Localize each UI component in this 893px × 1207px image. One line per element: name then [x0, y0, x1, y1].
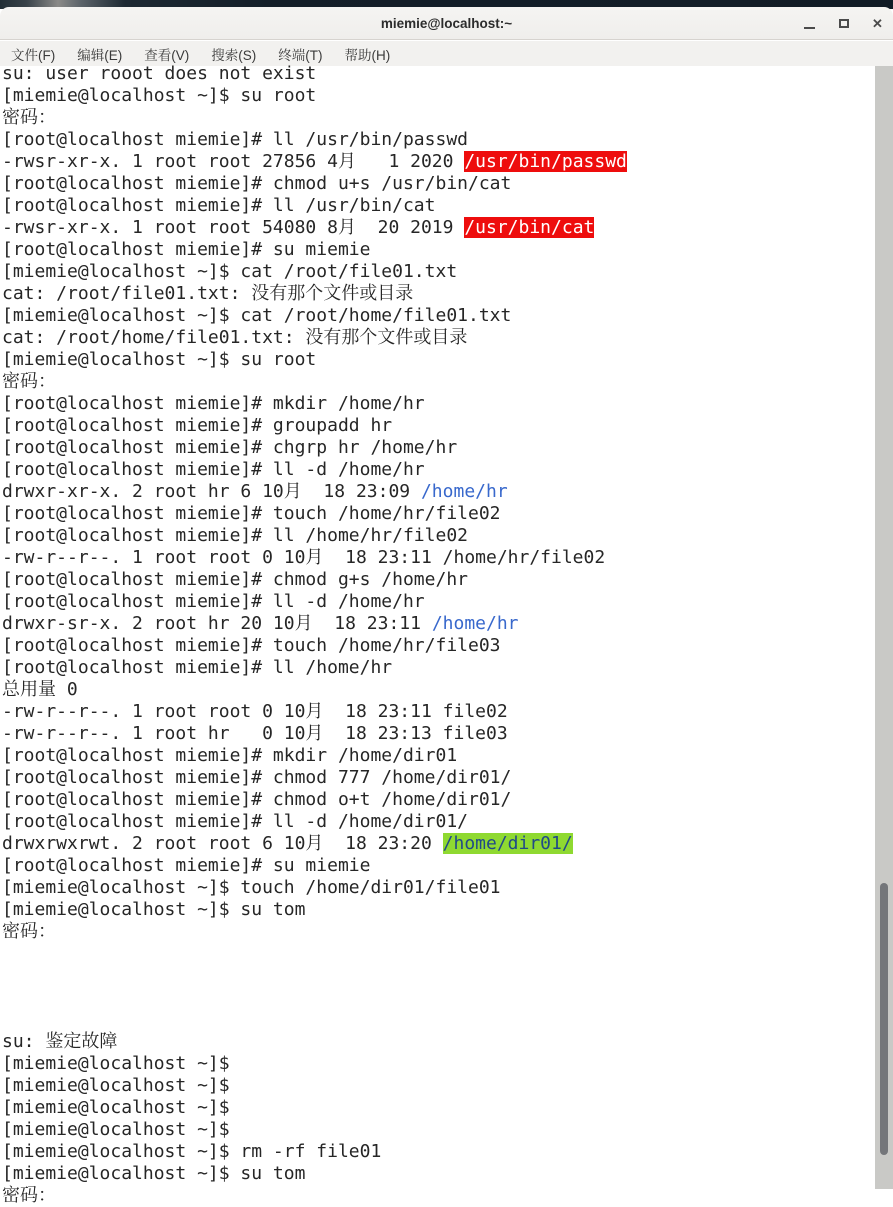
terminal-line	[2, 855, 893, 877]
sticky-dir-highlight: /home/dir01/	[442, 833, 573, 854]
terminal-text: [root@localhost miemie]# ll /home/hr/file02	[2, 525, 468, 546]
terminal-text: [root@localhost miemie]# ll /usr/bin/cat	[2, 195, 436, 216]
close-icon: ✕	[872, 16, 883, 31]
terminal-line	[2, 1031, 893, 1053]
terminal-text: [root@localhost miemie]# chmod o+t /home/dir01/	[2, 789, 512, 810]
terminal-text: [root@localhost miemie]# touch /home/hr/file02	[2, 503, 501, 524]
terminal-line	[2, 195, 893, 217]
terminal-text: 密码：	[2, 107, 56, 128]
minimize-icon	[804, 27, 815, 29]
terminal-line	[2, 547, 893, 569]
suid-highlight: /usr/bin/passwd	[464, 151, 627, 172]
terminal-line	[2, 481, 893, 503]
terminal-text: drwxr-xr-x. 2 root hr 6 10月 18 23:09	[2, 481, 421, 502]
terminal-text: 总用量 0	[2, 679, 78, 700]
terminal-scrollback	[0, 63, 893, 1207]
terminal-scrollbar-thumb[interactable]	[880, 883, 888, 1155]
terminal-line	[2, 635, 893, 657]
terminal-text: [miemie@localhost ~]$ rm -rf file01	[2, 1141, 382, 1162]
terminal-line	[2, 415, 893, 437]
terminal-line	[2, 349, 893, 371]
terminal-text: [miemie@localhost ~]$	[2, 1053, 241, 1074]
terminal-text: drwxr-sr-x. 2 root hr 20 10月 18 23:11	[2, 613, 432, 634]
terminal-text: [miemie@localhost ~]$ su tom	[2, 1163, 306, 1184]
terminal-line	[2, 1009, 893, 1031]
terminal-line	[2, 327, 893, 349]
terminal-line	[2, 1119, 893, 1141]
terminal-line	[2, 899, 893, 921]
terminal-text: [root@localhost miemie]# chmod u+s /usr/bin/cat	[2, 173, 512, 194]
terminal-text: [root@localhost miemie]# su miemie	[2, 239, 371, 260]
terminal-line	[2, 877, 893, 899]
terminal-text: [root@localhost miemie]# ll /usr/bin/passwd	[2, 129, 468, 150]
terminal-text: su: user rooot does not exist	[2, 63, 317, 84]
terminal-text: cat: /root/file01.txt: 没有那个文件或目录	[2, 283, 414, 304]
terminal-line	[2, 1163, 893, 1185]
menu-item-terminal[interactable]: 终端(T)	[278, 47, 323, 63]
terminal-line	[2, 503, 893, 525]
terminal-text: cat: /root/home/file01.txt: 没有那个文件或目录	[2, 327, 468, 348]
terminal-line	[2, 613, 893, 635]
terminal-text: [miemie@localhost ~]$ cat /root/file01.txt	[2, 261, 458, 282]
terminal-line	[2, 217, 893, 239]
terminal-text: -rw-r--r--. 1 root hr 0 10月 18 23:13 file03	[2, 723, 508, 744]
terminal-scrollbar-track[interactable]	[875, 66, 893, 1189]
terminal-line	[2, 107, 893, 129]
terminal-line	[2, 767, 893, 789]
terminal-line	[2, 1185, 893, 1207]
terminal-line	[2, 943, 893, 965]
terminal-text: [root@localhost miemie]# su miemie	[2, 855, 371, 876]
terminal-text: -rwsr-xr-x. 1 root root 27856 4月 1 2020	[2, 151, 465, 172]
terminal-text: [root@localhost miemie]# ll -d /home/dir01/	[2, 811, 468, 832]
terminal-screen[interactable]	[0, 63, 893, 1206]
terminal-text: [miemie@localhost ~]$ touch /home/dir01/file01	[2, 877, 501, 898]
terminal-line	[2, 723, 893, 745]
terminal-text: [miemie@localhost ~]$	[2, 1097, 241, 1118]
terminal-line	[2, 261, 893, 283]
terminal-line	[2, 833, 893, 855]
terminal-line	[2, 371, 893, 393]
minimize-button[interactable]	[802, 14, 817, 34]
terminal-text: 密码：	[2, 1185, 56, 1206]
terminal-text: su: 鉴定故障	[2, 1031, 118, 1052]
maximize-icon	[839, 19, 849, 28]
terminal-line	[2, 965, 893, 987]
menu-item-file[interactable]: 文件(F)	[11, 47, 56, 63]
terminal-line	[2, 921, 893, 943]
menu-item-edit[interactable]: 编辑(E)	[77, 47, 123, 63]
terminal-text: [miemie@localhost ~]$ cat /root/home/file01.txt	[2, 305, 512, 326]
terminal-line	[2, 129, 893, 151]
terminal-text: [miemie@localhost ~]$ su root	[2, 349, 317, 370]
titlebar[interactable]	[0, 7, 893, 40]
terminal-line	[2, 811, 893, 833]
terminal-line	[2, 591, 893, 613]
terminal-line	[2, 283, 893, 305]
terminal-line	[2, 701, 893, 723]
terminal-text: drwxrwxrwt. 2 root root 6 10月 18 23:20	[2, 833, 443, 854]
terminal-line	[2, 987, 893, 1009]
menu-item-view[interactable]: 查看(V)	[144, 47, 190, 63]
menu-item-help[interactable]: 帮助(H)	[344, 47, 391, 63]
terminal-line	[2, 459, 893, 481]
terminal-text: [root@localhost miemie]# touch /home/hr/file03	[2, 635, 501, 656]
terminal-line	[2, 305, 893, 327]
close-button[interactable]	[870, 14, 885, 34]
terminal-text: -rw-r--r--. 1 root root 0 10月 18 23:11 /home/hr/file02	[2, 547, 606, 568]
window-title: miemie@localhost:~	[380, 15, 513, 31]
terminal-line	[2, 789, 893, 811]
terminal-text: -rwsr-xr-x. 1 root root 54080 8月 20 2019	[2, 217, 465, 238]
menu-item-search[interactable]: 搜索(S)	[211, 47, 257, 63]
terminal-text: [root@localhost miemie]# groupadd hr	[2, 415, 393, 436]
terminal-line	[2, 745, 893, 767]
terminal-text: [miemie@localhost ~]$	[2, 1075, 241, 1096]
terminal-line	[2, 525, 893, 547]
terminal-text: [root@localhost miemie]# mkdir /home/dir01	[2, 745, 458, 766]
terminal-line	[2, 63, 893, 85]
terminal-text: [root@localhost miemie]# chgrp hr /home/hr	[2, 437, 458, 458]
terminal-text: [miemie@localhost ~]$ su tom	[2, 899, 306, 920]
directory-path: /home/hr	[431, 613, 519, 634]
terminal-line	[2, 679, 893, 701]
terminal-text: [root@localhost miemie]# ll -d /home/hr	[2, 459, 425, 480]
terminal-text: 密码：	[2, 371, 56, 392]
terminal-text: [root@localhost miemie]# chmod 777 /home/dir01/	[2, 767, 512, 788]
terminal-text: [root@localhost miemie]# ll /home/hr	[2, 657, 393, 678]
directory-path: /home/hr	[420, 481, 508, 502]
terminal-line	[2, 85, 893, 107]
suid-highlight: /usr/bin/cat	[464, 217, 595, 238]
terminal-line	[2, 437, 893, 459]
terminal-line	[2, 393, 893, 415]
terminal-line	[2, 1141, 893, 1163]
terminal-line	[2, 1075, 893, 1097]
terminal-text: -rw-r--r--. 1 root root 0 10月 18 23:11 file02	[2, 701, 508, 722]
terminal-line	[2, 151, 893, 173]
terminal-text: [root@localhost miemie]# ll -d /home/hr	[2, 591, 425, 612]
terminal-line	[2, 239, 893, 261]
maximize-button[interactable]	[836, 14, 851, 34]
terminal-text: 密码：	[2, 921, 56, 942]
terminal-text: [miemie@localhost ~]$	[2, 1119, 241, 1140]
terminal-line	[2, 1053, 893, 1075]
terminal-text: [miemie@localhost ~]$ su root	[2, 85, 317, 106]
terminal-line	[2, 1097, 893, 1119]
terminal-line	[2, 173, 893, 195]
window-buttons	[802, 7, 885, 40]
terminal-text: [root@localhost miemie]# mkdir /home/hr	[2, 393, 425, 414]
terminal-line	[2, 657, 893, 679]
terminal-text: [root@localhost miemie]# chmod g+s /home/hr	[2, 569, 468, 590]
terminal-line	[2, 569, 893, 591]
